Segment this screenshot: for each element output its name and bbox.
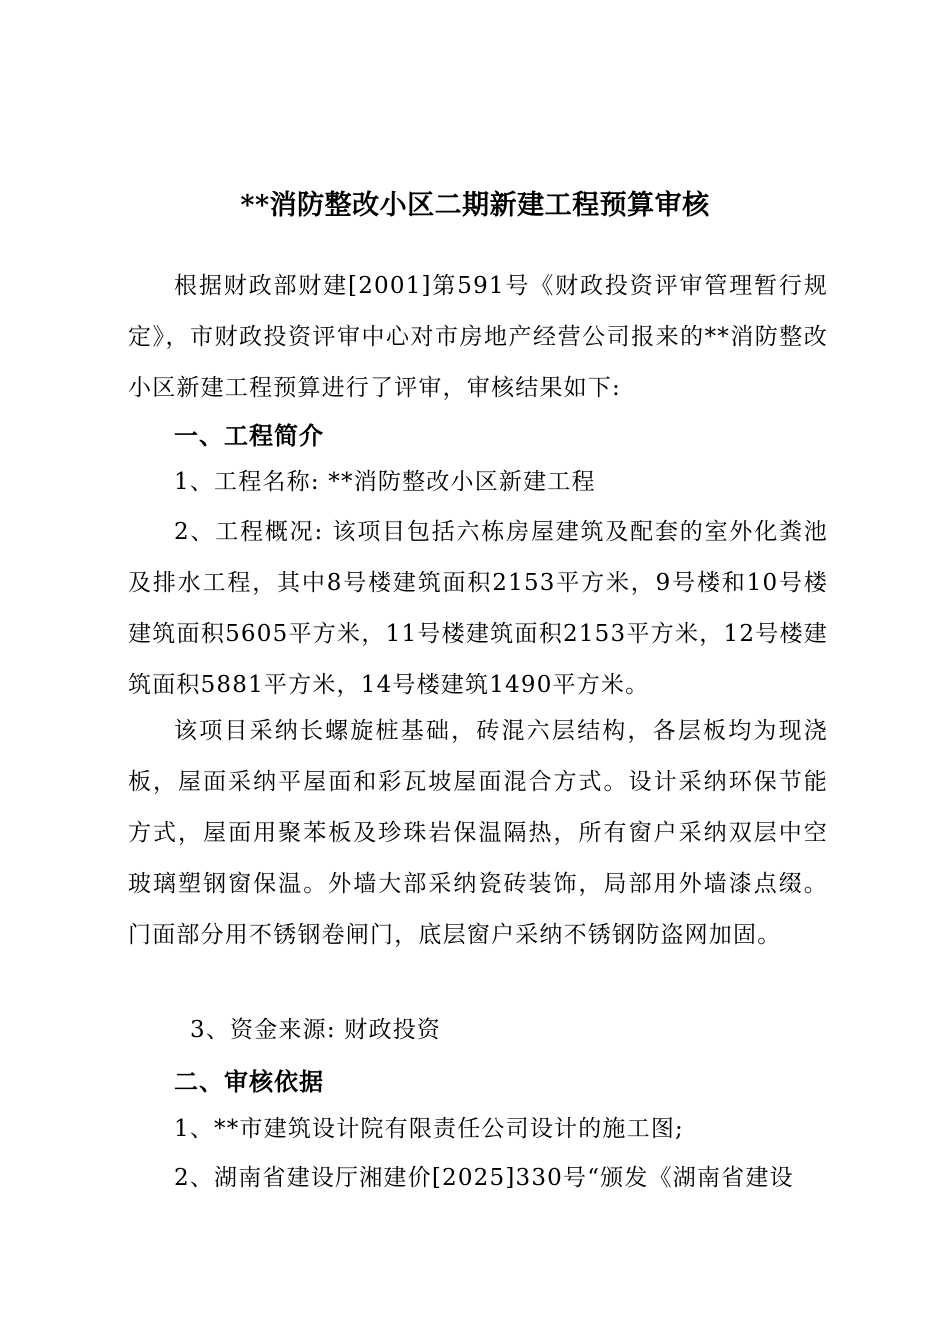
funding-source-item: 3、资金来源: 财政投资 (190, 1017, 442, 1043)
intro-paragraph: 根据财政部财建[2001]第591号《财政投资评审管理暂行规定》，市财政投资评审中心对市房地产经营公司报来的**消防整改小区新建工程预算进行了评审，审核结果如下: (128, 273, 828, 401)
document-title: **消防整改小区二期新建工程预算审核 (240, 190, 710, 221)
basis-item-pricing-document: 2、湖南省建设厅湘建价[2025]330号“颁发《湖南省建设 (174, 1165, 794, 1191)
structure-paragraph: 该项目采纳长螺旋桩基础，砖混六层结构，各层板均为现浇板，屋面采纳平屋面和彩瓦坡屋面混合方式。设计采纳环保节能方式，屋面用聚苯板及珍珠岩保温隔热，所有窗户采纳双层中空玻璃塑钢窗保温。外墙大部采纳瓷砖装饰，局部用外墙漆点缀。门面部分用不锈钢卷闸门，底层窗户采纳不锈钢防盗网加固。 (128, 718, 828, 948)
section-heading-overview: 一、工程简介 (174, 421, 324, 450)
project-name-item: 1、工程名称: **消防整改小区新建工程 (174, 469, 596, 495)
basis-item-drawings: 1、**市建筑设计院有限责任公司设计的施工图; (174, 1116, 684, 1142)
project-summary-item: 2、工程概况: 该项目包括六栋房屋建筑及配套的室外化粪池及排水工程，其中8号楼建筑面积2153平方米，9号楼和10号楼建筑面积5605平方米，11号楼建筑面积2153平方米，12号楼建筑面积5881平方米，14号楼建筑1490平方米。 (128, 519, 828, 698)
section-heading-basis: 二、审核依据 (174, 1067, 324, 1096)
